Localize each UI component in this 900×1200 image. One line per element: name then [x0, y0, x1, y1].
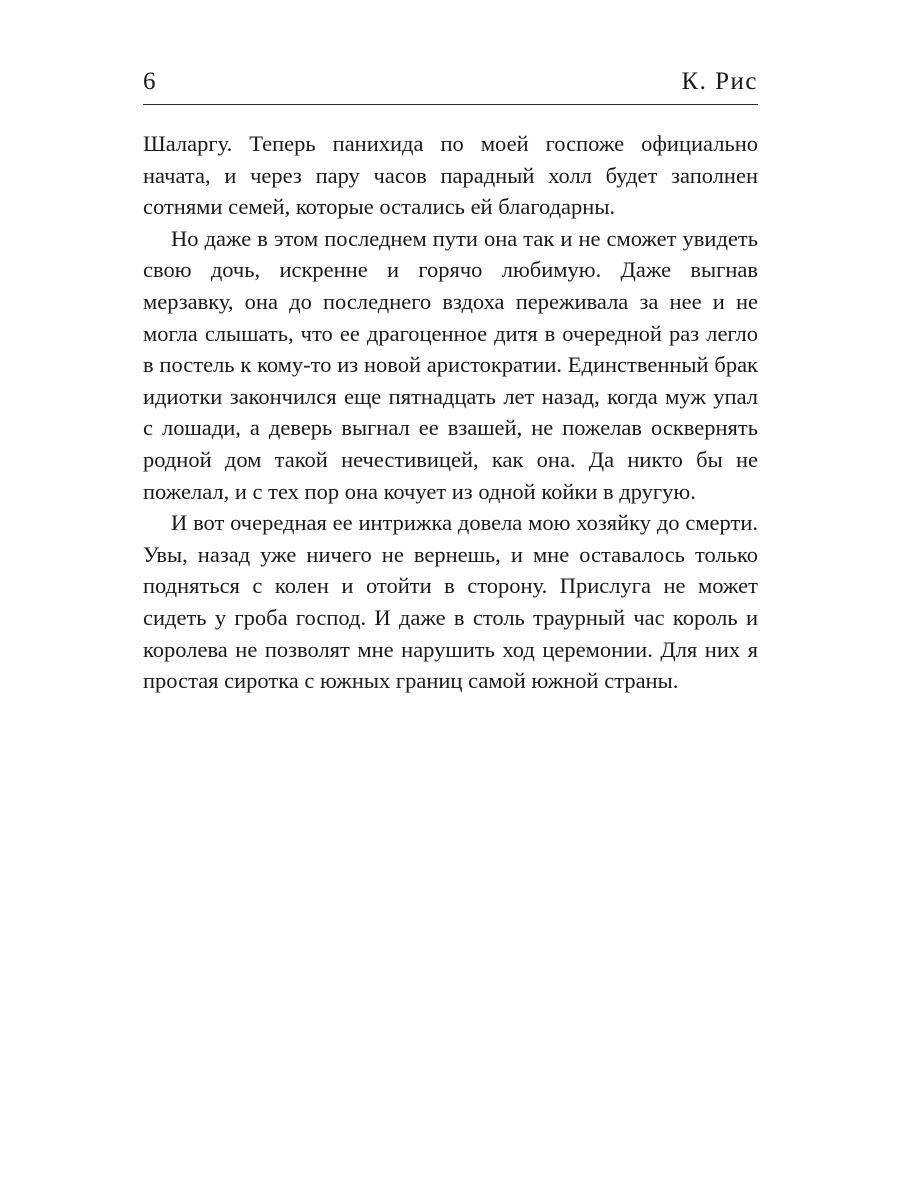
header-divider	[143, 104, 758, 105]
page-number: 6	[143, 68, 156, 95]
header-author: К. Рис	[681, 68, 758, 95]
paragraph-continuation: Шаларгу. Теперь панихида по моей госпоже официально начата, и через пару часов парадный холл будет заполнен сотнями семей, которые остались ей благодарны.	[143, 131, 758, 220]
paragraph: Но даже в этом последнем пути она так и не сможет увидеть свою дочь, искренне и горячо любимую. Даже выгнав мерзавку, она до последнего вздоха переживала за нее и не могла слышать, что ее драгоценное дитя в очередной раз легло в постель к кому-то из новой аристократии. Единственный брак идиотки закончился еще пятнадцать лет назад, когда муж упал с лошади, а деверь выгнал ее взашей, не пожелав осквернять родной дом такой нечестивицей, как она. Да никто бы не пожелал, и с тех пор она кочует из одной койки в другую.	[143, 225, 758, 504]
running-head	[143, 64, 758, 100]
body-text	[143, 128, 758, 697]
paragraph: И вот очередная ее интрижка довела мою хозяйку до смерти. Увы, назад уже ничего не вернешь, и мне оставалось только подняться с колен и отойти в сторону. Прислуга не может сидеть у гроба господ. И даже в столь траурный час король и королева не позволят мне нарушить ход церемонии. Для них я простая сиротка с южных границ самой южной страны.	[143, 510, 758, 694]
